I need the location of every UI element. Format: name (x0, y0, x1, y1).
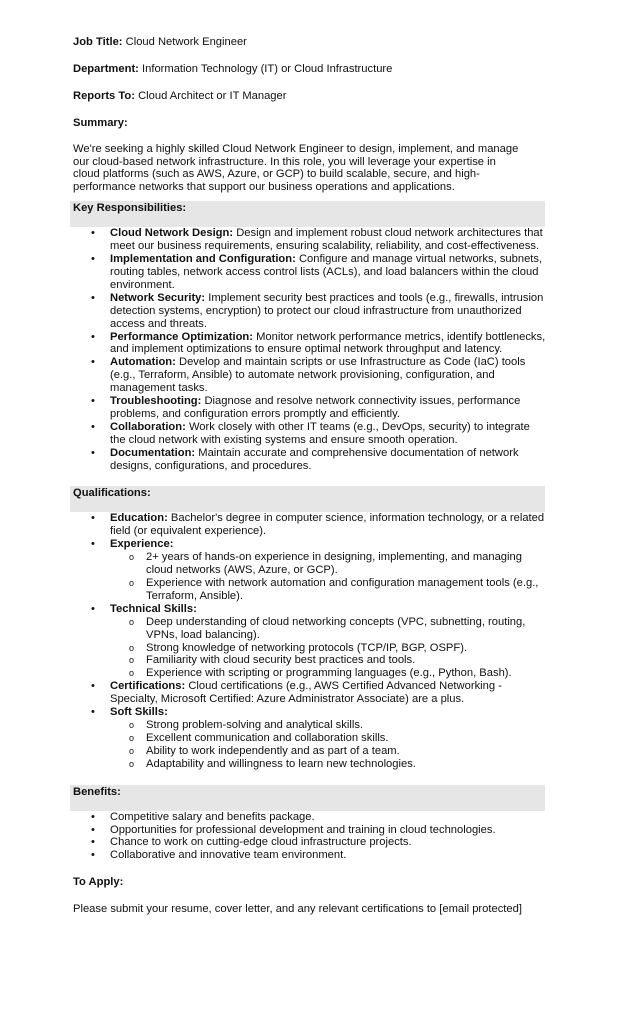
sub-list-item (129, 718, 546, 732)
item-text: Competitive salary and benefits package. (110, 810, 315, 823)
item-text: Chance to work on cutting-edge cloud infrastructure projects. (110, 836, 412, 849)
reports-to-value: Cloud Architect or IT Manager (138, 89, 287, 102)
bullet-icon: • (91, 253, 95, 266)
bullet-icon: • (91, 291, 95, 304)
item-text: Collaborative and innovative team environment. (110, 849, 347, 862)
list-item (91, 680, 547, 706)
bullet-icon: • (91, 538, 95, 551)
item-title: Performance Optimization: (110, 330, 253, 343)
reports-to-line (73, 90, 553, 103)
responsibilities-list (73, 227, 547, 472)
item-title: Experience: (110, 538, 174, 551)
list-item (91, 706, 547, 771)
apply-text: Please submit your resume, cover letter, and any relevant certifications to [email protected] (73, 903, 522, 916)
list-item (91, 227, 547, 253)
job-title-line (73, 36, 553, 49)
sub-list-item (129, 551, 546, 577)
benefits-heading: Benefits: (70, 785, 545, 811)
sub-list (110, 616, 546, 681)
item-title: Documentation: (110, 446, 196, 459)
list-item (91, 849, 550, 862)
item-text: Cloud certifications (e.g., AWS Certified Advanced Networking - Specialty, Microsoft Certified: Azure Administrator Associate) are a plus. (110, 680, 502, 706)
item-text: Opportunities for professional development and training in cloud technologies. (110, 823, 496, 836)
circle-bullet-icon: o (129, 552, 135, 563)
list-item (91, 512, 547, 538)
list-item (91, 823, 550, 837)
sub-item-text: Experience with network automation and configuration management tools (e.g., Terraform, Ansible). (146, 577, 539, 602)
summary-heading: Summary: (73, 116, 128, 129)
item-title: Technical Skills: (110, 602, 197, 615)
list-item (91, 356, 547, 395)
sub-list-item (129, 615, 546, 642)
sub-list (110, 551, 546, 603)
circle-bullet-icon: o (129, 642, 135, 653)
bullet-icon: • (91, 849, 95, 862)
benefits-list (73, 811, 550, 863)
list-item (91, 538, 547, 603)
bullet-icon: • (91, 420, 95, 433)
sub-item-text: Strong problem-solving and analytical skills. (146, 718, 364, 731)
sub-list-item (129, 744, 546, 758)
summary-text: We're seeking a highly skilled Cloud Network Engineer to design, implement, and manage our cloud-based network infrastructure. In this role, you will leverage your expertise in cloud platforms (such as AWS, Azure, or GCP) to build scalable, secure, and high-performance networks that support our business operations and applications. (73, 142, 519, 194)
sub-item-text: Familiarity with cloud security best practices and tools. (146, 654, 416, 667)
circle-bullet-icon: o (129, 719, 135, 730)
circle-bullet-icon: o (129, 732, 135, 743)
sub-list (110, 719, 546, 771)
list-item (91, 330, 547, 357)
item-title: Troubleshooting: (110, 395, 202, 408)
sub-list-item (129, 757, 546, 771)
sub-item-text: Excellent communication and collaboration skills. (146, 731, 389, 744)
circle-bullet-icon: o (129, 616, 135, 627)
item-text: Monitor network performance metrics, identify bottlenecks, and implement optimizations to ensure optimal network throughput and latency. (110, 330, 546, 356)
item-text: Configure and manage virtual networks, subnets, routing tables, network access control lists (ACLs), and load balancers within the cloud environment. (110, 253, 543, 291)
list-item (91, 836, 550, 849)
sub-list-item (129, 577, 546, 603)
list-item (91, 810, 550, 824)
circle-bullet-icon: o (129, 655, 135, 666)
list-item (91, 291, 547, 331)
list-item (91, 395, 547, 421)
job-title-value: Cloud Network Engineer (125, 36, 247, 48)
bullet-icon: • (91, 227, 95, 240)
bullet-icon: • (91, 446, 95, 459)
apply-heading: To Apply: (73, 876, 124, 889)
bullet-icon: • (91, 395, 95, 408)
item-title: Soft Skills: (110, 706, 168, 719)
sub-list-item (129, 667, 546, 680)
job-title-label: Job Title: (73, 36, 123, 48)
sub-list-item (129, 654, 546, 667)
list-item (91, 446, 547, 473)
bullet-icon: • (91, 810, 95, 823)
sub-item-text: Strong knowledge of networking protocols (TCP/IP, BGP, OSPF). (146, 641, 468, 654)
item-title: Network Security: (110, 291, 206, 304)
bullet-icon: • (91, 512, 95, 525)
bullet-icon: • (91, 836, 95, 849)
bullet-icon: • (91, 680, 95, 693)
item-title: Automation: (110, 356, 176, 369)
circle-bullet-icon: o (129, 668, 135, 679)
item-text: Diagnose and resolve network connectivity issues, performance problems, and configuration errors promptly and efficiently. (110, 395, 521, 420)
responsibilities-heading: Key Responsibilities: (70, 201, 545, 227)
sub-item-text: Adaptability and willingness to learn new technologies. (146, 757, 416, 770)
circle-bullet-icon: o (129, 758, 135, 769)
item-text: Work closely with other IT teams (e.g., DevOps, security) to integrate the cloud network with existing systems and ensure smooth operation. (110, 420, 530, 446)
bullet-icon: • (91, 356, 95, 369)
item-text: Design and implement robust cloud network architectures that meet our business requirements, ensuring scalability, reliability, and cost-effectiveness. (110, 227, 543, 253)
bullet-icon: • (91, 706, 95, 719)
department-value: Information Technology (IT) or Cloud Infrastructure (142, 62, 393, 75)
bullet-icon: • (91, 330, 95, 343)
item-text: Develop and maintain scripts or use Infrastructure as Code (IaC) tools (e.g., Terraform, Ansible) to automate network provisioning, configuration, and management tasks. (110, 356, 526, 395)
list-item (91, 420, 547, 447)
list-item (91, 253, 547, 292)
item-title: Implementation and Configuration: (110, 253, 296, 266)
sub-item-text: Ability to work independently and as part of a team. (146, 744, 400, 757)
bullet-icon: • (91, 823, 95, 836)
qualifications-heading: Qualifications: (70, 486, 545, 512)
sub-list-item (129, 731, 546, 745)
item-text: Maintain accurate and comprehensive documentation of network designs, configurations, and procedures. (110, 446, 519, 472)
item-title: Collaboration: (110, 420, 186, 433)
reports-to-label: Reports To: (73, 89, 135, 102)
sub-item-text: Experience with scripting or programming languages (e.g., Python, Bash). (146, 667, 512, 680)
bullet-icon: • (91, 602, 95, 615)
sub-list-item (129, 641, 546, 655)
circle-bullet-icon: o (129, 578, 135, 588)
circle-bullet-icon: o (129, 745, 135, 756)
qualifications-list (73, 512, 547, 770)
job-posting-document (73, 36, 553, 916)
department-label: Department: (73, 62, 139, 75)
item-title: Certifications: (110, 680, 186, 693)
item-text: Bachelor's degree in computer science, information technology, or a related field (or equivalent experience). (110, 512, 545, 538)
sub-item-text: Deep understanding of cloud networking concepts (VPC, subnetting, routing, VPNs, load balancing). (146, 615, 526, 641)
item-title: Education: (110, 512, 168, 525)
list-item (91, 602, 547, 680)
item-title: Cloud Network Design: (110, 227, 234, 240)
item-text: Implement security best practices and tools (e.g., firewalls, intrusion detection systems, encryption) to protect our cloud infrastructure from unauthorized access and threats. (110, 291, 544, 330)
department-line (73, 63, 553, 76)
sub-item-text: 2+ years of hands-on experience in designing, implementing, and managing cloud networks (AWS, Azure, or GCP). (146, 551, 522, 577)
